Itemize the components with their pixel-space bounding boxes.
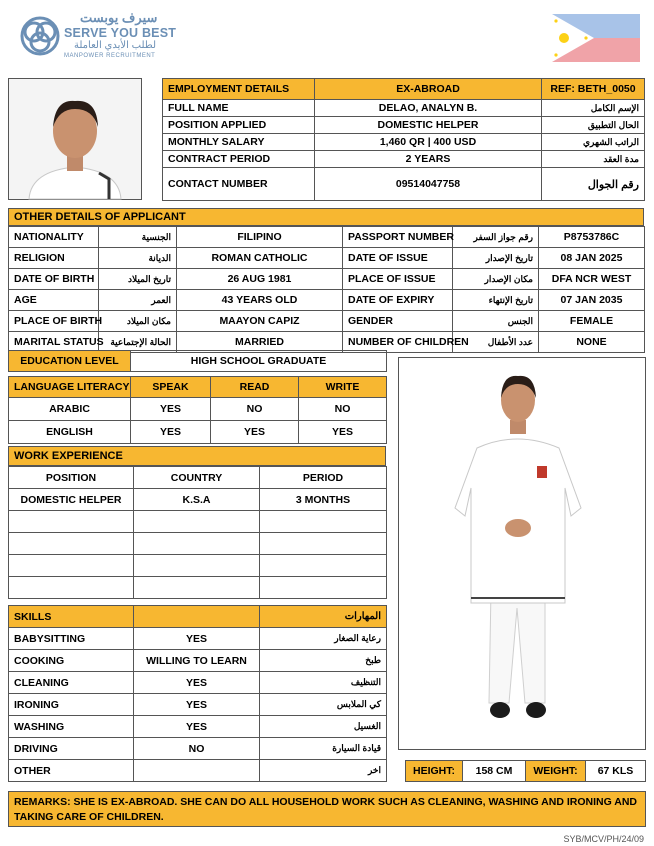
skill-name-ar: اخر <box>260 760 387 782</box>
skill-name-ar: طبخ <box>260 650 387 672</box>
table-row <box>9 760 387 782</box>
skills-header-row <box>9 606 387 628</box>
skill-name-ar: قيادة السيارة <box>260 738 387 760</box>
full-name-label-ar: الإسم الكامل <box>542 100 645 117</box>
table-row <box>9 269 645 290</box>
language-header-row <box>9 377 387 398</box>
write-header: WRITE <box>299 377 387 398</box>
date-of-issue-label: DATE OF ISSUE <box>343 248 453 269</box>
reference-number: REF: BETH_0050 <box>542 79 645 100</box>
work-period <box>260 533 387 555</box>
work-position <box>9 511 134 533</box>
date-of-expiry-label-ar: تاريخ الإنتهاء <box>453 290 539 311</box>
footer-document-code: SYB/MCV/PH/24/09 <box>563 834 644 844</box>
skills-header-spacer <box>134 606 260 628</box>
education-level-value: HIGH SCHOOL GRADUATE <box>131 351 387 372</box>
work-position <box>9 533 134 555</box>
applicant-full-body-photo <box>398 357 646 750</box>
skill-name-ar: التنظيف <box>260 672 387 694</box>
applicant-portrait-photo <box>8 78 142 200</box>
religion-value: ROMAN CATHOLIC <box>177 248 343 269</box>
height-value: 158 CM <box>463 761 526 782</box>
position-applied-value: DOMESTIC HELPER <box>315 117 542 134</box>
measurements-table <box>405 760 646 782</box>
education-level-label: EDUCATION LEVEL <box>9 351 131 372</box>
date-of-birth-value: 26 AUG 1981 <box>177 269 343 290</box>
monthly-salary-value: 1,460 QR | 400 USD <box>315 134 542 151</box>
marital-status-value: MARRIED <box>177 332 343 353</box>
contract-period-value: 2 YEARS <box>315 151 542 168</box>
table-row <box>9 650 387 672</box>
skill-value <box>134 760 260 782</box>
language-literacy-table <box>8 376 387 444</box>
date-of-birth-label-ar: تاريخ الميلاد <box>99 269 177 290</box>
read-header: READ <box>211 377 299 398</box>
table-row <box>9 227 645 248</box>
number-of-children-label: NUMBER OF CHILDREN <box>343 332 453 353</box>
work-country <box>134 555 260 577</box>
date-of-issue-label-ar: تاريخ الإصدار <box>453 248 539 269</box>
work-position <box>9 555 134 577</box>
place-of-issue-label-ar: مكان الإصدار <box>453 269 539 290</box>
table-row <box>163 168 645 201</box>
nationality-label-ar: الجنسية <box>99 227 177 248</box>
skills-header: SKILLS <box>9 606 134 628</box>
logo-subtitle: MANPOWER RECRUITMENT <box>64 53 156 59</box>
write-value: NO <box>299 398 387 421</box>
skill-name: WASHING <box>9 716 134 738</box>
country-column-header: COUNTRY <box>134 467 260 489</box>
work-country <box>134 533 260 555</box>
logo-knot-icon <box>18 14 62 58</box>
employment-status: EX-ABROAD <box>315 79 542 100</box>
place-of-issue-value: DFA NCR WEST <box>539 269 645 290</box>
skill-value: WILLING TO LEARN <box>134 650 260 672</box>
employment-details-table <box>162 78 645 201</box>
table-row <box>163 151 645 168</box>
contact-number-label: CONTACT NUMBER <box>163 168 315 201</box>
table-row <box>163 100 645 117</box>
place-of-issue-label: PLACE OF ISSUE <box>343 269 453 290</box>
table-row <box>9 628 387 650</box>
gender-value: FEMALE <box>539 311 645 332</box>
work-period <box>260 577 387 599</box>
marital-status-label-ar: الحالة الإجتماعية <box>99 332 177 353</box>
nationality-value: FILIPINO <box>177 227 343 248</box>
remarks-text: REMARKS: SHE IS EX-ABROAD. SHE CAN DO ALL HOUSEHOLD WORK SUCH AS CLEANING, WASHING AND IRONING AND TAKING CARE OF CHILDREN. <box>14 796 638 823</box>
employment-header-row <box>163 79 645 100</box>
passport-number-label: PASSPORT NUMBER <box>343 227 453 248</box>
skill-name-ar: رعاية الصغار <box>260 628 387 650</box>
logo-tagline-arabic: لطلب الأيدي العاملة <box>74 40 157 51</box>
table-row <box>406 761 646 782</box>
employment-header: EMPLOYMENT DETAILS <box>163 79 315 100</box>
table-row <box>9 421 387 444</box>
work-columns-row <box>9 467 387 489</box>
period-column-header: PERIOD <box>260 467 387 489</box>
read-value: NO <box>211 398 299 421</box>
table-row <box>9 290 645 311</box>
religion-label-ar: الديانة <box>99 248 177 269</box>
table-row <box>9 351 387 372</box>
monthly-salary-label: MONTHLY SALARY <box>163 134 315 151</box>
skill-value: YES <box>134 628 260 650</box>
place-of-birth-label-ar: مكان الميلاد <box>99 311 177 332</box>
number-of-children-label-ar: عدد الأطفال <box>453 332 539 353</box>
number-of-children-value: NONE <box>539 332 645 353</box>
contract-period-label: CONTRACT PERIOD <box>163 151 315 168</box>
skill-name-ar: كي الملابس <box>260 694 387 716</box>
write-value: YES <box>299 421 387 444</box>
work-country <box>134 511 260 533</box>
weight-value: 67 KLS <box>586 761 646 782</box>
position-column-header: POSITION <box>9 467 134 489</box>
speak-header: SPEAK <box>131 377 211 398</box>
age-value: 43 YEARS OLD <box>177 290 343 311</box>
work-period <box>260 511 387 533</box>
work-position <box>9 577 134 599</box>
skill-value: NO <box>134 738 260 760</box>
table-row <box>9 672 387 694</box>
remarks-box <box>8 791 646 827</box>
full-name-label: FULL NAME <box>163 100 315 117</box>
table-row <box>9 511 387 533</box>
skill-name: IRONING <box>9 694 134 716</box>
skill-name: CLEANING <box>9 672 134 694</box>
date-of-birth-label: DATE OF BIRTH <box>9 269 99 290</box>
religion-label: RELIGION <box>9 248 99 269</box>
monthly-salary-label-ar: الراتب الشهري <box>542 134 645 151</box>
work-period: 3 MONTHS <box>260 489 387 511</box>
other-details-header: OTHER DETAILS OF APPLICANT <box>8 208 644 226</box>
table-row <box>9 533 387 555</box>
education-table <box>8 350 387 372</box>
table-row <box>9 694 387 716</box>
place-of-birth-value: MAAYON CAPIZ <box>177 311 343 332</box>
weight-label: WEIGHT: <box>526 761 586 782</box>
table-row <box>9 248 645 269</box>
table-row <box>9 738 387 760</box>
company-logo <box>18 12 208 64</box>
height-label: HEIGHT: <box>406 761 463 782</box>
skill-value: YES <box>134 672 260 694</box>
table-row <box>9 311 645 332</box>
language-name: ARABIC <box>9 398 131 421</box>
passport-number-label-ar: رقم جواز السفر <box>453 227 539 248</box>
passport-number-value: P8753786C <box>539 227 645 248</box>
gender-label: GENDER <box>343 311 453 332</box>
work-experience-header: WORK EXPERIENCE <box>8 446 386 466</box>
skill-value: YES <box>134 694 260 716</box>
contact-number-value: 09514047758 <box>315 168 542 201</box>
position-applied-label-ar: الحال التطبيق <box>542 117 645 134</box>
work-country <box>134 577 260 599</box>
marital-status-label: MARITAL STATUS <box>9 332 99 353</box>
age-label: AGE <box>9 290 99 311</box>
table-row <box>163 134 645 151</box>
table-row <box>9 489 387 511</box>
philippines-flag-icon <box>552 14 640 62</box>
position-applied-label: POSITION APPLIED <box>163 117 315 134</box>
contact-number-label-ar: رقم الجوال <box>542 168 645 201</box>
skill-name-ar: الغسيل <box>260 716 387 738</box>
language-name: ENGLISH <box>9 421 131 444</box>
speak-value: YES <box>131 398 211 421</box>
skill-value: YES <box>134 716 260 738</box>
work-position: DOMESTIC HELPER <box>9 489 134 511</box>
skills-table <box>8 605 387 782</box>
skill-name: OTHER <box>9 760 134 782</box>
table-row <box>9 577 387 599</box>
language-literacy-header: LANGUAGE LITERACY <box>9 377 131 398</box>
skill-name: COOKING <box>9 650 134 672</box>
gender-label-ar: الجنس <box>453 311 539 332</box>
date-of-expiry-label: DATE OF EXPIRY <box>343 290 453 311</box>
table-row <box>9 716 387 738</box>
logo-name: SERVE YOU BEST <box>64 26 177 40</box>
speak-value: YES <box>131 421 211 444</box>
table-row <box>9 555 387 577</box>
contract-period-label-ar: مدة العقد <box>542 151 645 168</box>
other-details-table <box>8 226 645 353</box>
full-name-value: DELAO, ANALYN B. <box>315 100 542 117</box>
read-value: YES <box>211 421 299 444</box>
skills-header-ar: المهارات <box>260 606 387 628</box>
age-label-ar: العمر <box>99 290 177 311</box>
table-row <box>9 398 387 421</box>
work-country: K.S.A <box>134 489 260 511</box>
work-period <box>260 555 387 577</box>
logo-arabic-text: سيرف يوبست <box>80 10 158 25</box>
skill-name: DRIVING <box>9 738 134 760</box>
table-row <box>163 117 645 134</box>
skill-name: BABYSITTING <box>9 628 134 650</box>
work-experience-table <box>8 466 387 599</box>
nationality-label: NATIONALITY <box>9 227 99 248</box>
date-of-expiry-value: 07 JAN 2035 <box>539 290 645 311</box>
date-of-issue-value: 08 JAN 2025 <box>539 248 645 269</box>
place-of-birth-label: PLACE OF BIRTH <box>9 311 99 332</box>
